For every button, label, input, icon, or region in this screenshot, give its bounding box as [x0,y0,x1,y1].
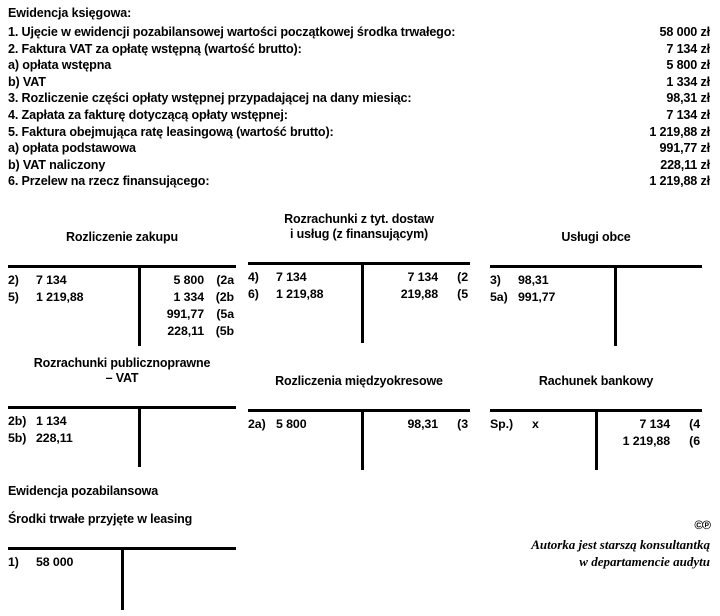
entry-amount: 98,31 zł [666,91,710,106]
t-account-table [8,406,236,467]
t-account-credit-side [361,265,470,343]
t-account-divider [595,412,598,470]
t-account-debit-side [8,550,121,610]
entry-label: 3. Rozliczenie części opłaty wstępnej przypadającej na dany miesiąc: [8,91,412,106]
entry-marker: (2a [216,273,234,287]
t-account-debit-side [248,412,361,470]
entry-value: 98,31 [518,273,549,287]
t-account-rozliczenia-miedzyokresowe [248,374,470,470]
t-account-credit-side [138,268,236,346]
t-account-entry [8,413,138,430]
t-account-debit-side [248,265,361,343]
journal-entry-row [8,157,712,174]
entry-label: a) opłata podstawowa [8,141,136,156]
t-account-entry [144,323,236,340]
entry-value: x [532,417,539,431]
t-account-title-line2: i usług (z finansującym) [289,227,429,241]
t-account-entry [248,416,361,433]
entry-value: 1 219,88 [622,434,670,448]
t-account-divider [121,550,124,610]
t-account-title: Usługi obce [561,230,631,244]
entry-marker: 2a) [248,417,266,431]
entry-amount: 5 800 zł [666,58,710,73]
entry-marker: 2) [8,273,19,287]
entry-label: 5. Faktura obejmująca ratę leasingową (wartość brutto): [8,124,334,139]
journal-entry-row [8,41,712,58]
entry-value: 5 800 [276,417,307,431]
entry-amount: 7 134 zł [666,107,710,122]
entry-label: a) opłata wstępna [8,58,112,73]
entry-value: 219,88 [400,287,438,301]
entry-value: 7 134 [36,273,67,287]
entry-value: 991,77 [518,290,556,304]
t-account-debit-side [8,409,138,467]
t-account-divider [138,268,141,346]
t-account-title: Rozliczenia międzyokresowe [275,374,443,388]
t-account-entry [8,289,138,306]
t-account-entry [490,289,614,306]
t-account-divider [138,409,141,467]
t-account-entry [248,286,361,303]
entry-marker: (4 [689,417,700,431]
t-account-debit-side [490,412,595,470]
entry-marker: (2b [215,290,234,304]
t-account-entry [367,269,470,286]
t-account-credit-side [614,268,702,346]
t-account-title: Środki trwałe przyjęte w leasing [8,512,193,526]
journal-entry-row [8,57,712,74]
entry-amount: 1 219,88 zł [649,124,710,139]
t-account-table [248,409,470,470]
journal-entry-row [8,74,712,91]
t-account-title-line2: – VAT [105,371,139,385]
entry-value: 7 134 [407,270,438,284]
entry-label: 4. Zapłata za fakturę dotyczącą opłaty wstępnej: [8,107,288,122]
entry-amount: 1 219,88 zł [649,174,710,189]
t-account-table [248,262,470,343]
entry-label: 2. Faktura VAT za opłatę wstępną (wartość brutto): [8,41,302,56]
t-account-divider [361,412,364,470]
t-account-uslugi-obce [490,230,702,346]
journal-entry-row [8,173,712,190]
t-account-entry [490,272,614,289]
journal-entries-section [8,6,712,190]
entry-value: 228,11 [36,431,73,445]
entry-marker: (3 [457,417,468,431]
entry-marker: 1) [8,555,19,569]
entry-marker: (5 [457,287,468,301]
t-account-title: Rozrachunki z tyt. dostaw [284,212,434,226]
t-account-credit-side [361,412,470,470]
t-account-title: Rozliczenie zakupu [66,230,178,244]
journal-entry-row [8,107,712,124]
journal-entry-row [8,124,712,141]
journal-entry-row [8,140,712,157]
t-account-credit-side [138,409,236,467]
t-account-entry [367,286,470,303]
entry-value: 1 134 [36,414,67,428]
entry-marker: 3) [490,273,501,287]
entry-marker: (2 [457,270,468,284]
entry-marker: (5b [215,324,234,338]
t-account-divider [361,265,364,343]
entry-marker: 5) [8,290,19,304]
t-account-table [490,409,702,470]
t-account-rozrachunki-dostawy [248,212,470,343]
t-account-srodki-trwale-leasing [8,512,236,610]
entry-marker: 5a) [490,290,508,304]
entry-label: b) VAT naliczony [8,157,106,172]
t-account-entry [601,433,702,450]
author-credit-line: w departamencie audytu [579,554,710,569]
entry-value: 228,11 [167,324,204,338]
t-account-debit-side [490,268,614,346]
entry-amount: 58 000 zł [659,25,710,39]
entry-label: b) VAT [8,74,46,89]
entry-marker: 5b) [8,431,27,445]
entry-value: 5 800 [173,273,204,287]
author-credit [470,536,710,570]
t-account-entry [8,272,138,289]
t-account-rozliczenie-zakupu [8,230,236,346]
t-account-debit-side [8,268,138,346]
t-account-entry [367,416,470,433]
entry-amount: 228,11 zł [660,157,710,172]
entry-value: 7 134 [639,417,670,431]
t-account-rozrachunki-publicznoprawne-vat [8,356,236,467]
entry-marker: 4) [248,270,259,284]
entry-marker: Sp.) [490,417,514,431]
journal-entry-row [8,24,712,41]
entry-value: 98,31 [407,417,438,431]
t-account-entry [144,272,236,289]
t-account-table [490,265,702,346]
entry-value: 58 000 [36,555,74,569]
entry-marker: (6 [689,434,700,448]
entry-value: 991,77 [166,307,204,321]
t-account-entry [490,416,595,433]
t-account-title: Rachunek bankowy [538,374,654,388]
t-account-rachunek-bankowy [490,374,702,470]
entry-amount: 7 134 zł [666,41,710,56]
journal-entry-row [8,90,712,107]
t-account-entry [8,554,121,571]
entry-marker: (5a [216,307,234,321]
entry-value: 1 334 [173,290,204,304]
entry-marker: 6) [248,287,259,301]
entry-value: 1 219,88 [36,290,84,304]
t-account-entry [144,306,236,323]
t-account-title: Rozrachunki publicznoprawne [33,356,211,370]
entry-amount: 991,77 zł [659,141,710,156]
author-credit-line: Autorka jest starszą konsultantką [531,537,710,552]
entry-marker: 2b) [8,414,27,428]
journal-entries-heading: Ewidencja księgowa: [8,6,132,20]
offbalance-heading: Ewidencja pozabilansowa [8,484,159,498]
t-account-table [8,547,236,610]
t-account-table [8,265,236,346]
entry-value: 1 219,88 [276,287,324,301]
t-account-entry [601,416,702,433]
entry-amount: 1 334 zł [666,74,710,89]
t-account-divider [614,268,617,346]
t-account-credit-side [595,412,702,470]
copyright-logo: ©℗ [694,518,710,532]
t-account-entry [144,289,236,306]
t-account-entry [8,430,138,447]
entry-value: 7 134 [276,270,307,284]
t-account-entry [248,269,361,286]
t-account-credit-side [121,550,236,610]
entry-label: 1. Ujęcie w ewidencji pozabilansowej wartości początkowej środka trwałego: [8,25,456,39]
entry-label: 6. Przelew na rzecz finansującego: [8,174,210,189]
